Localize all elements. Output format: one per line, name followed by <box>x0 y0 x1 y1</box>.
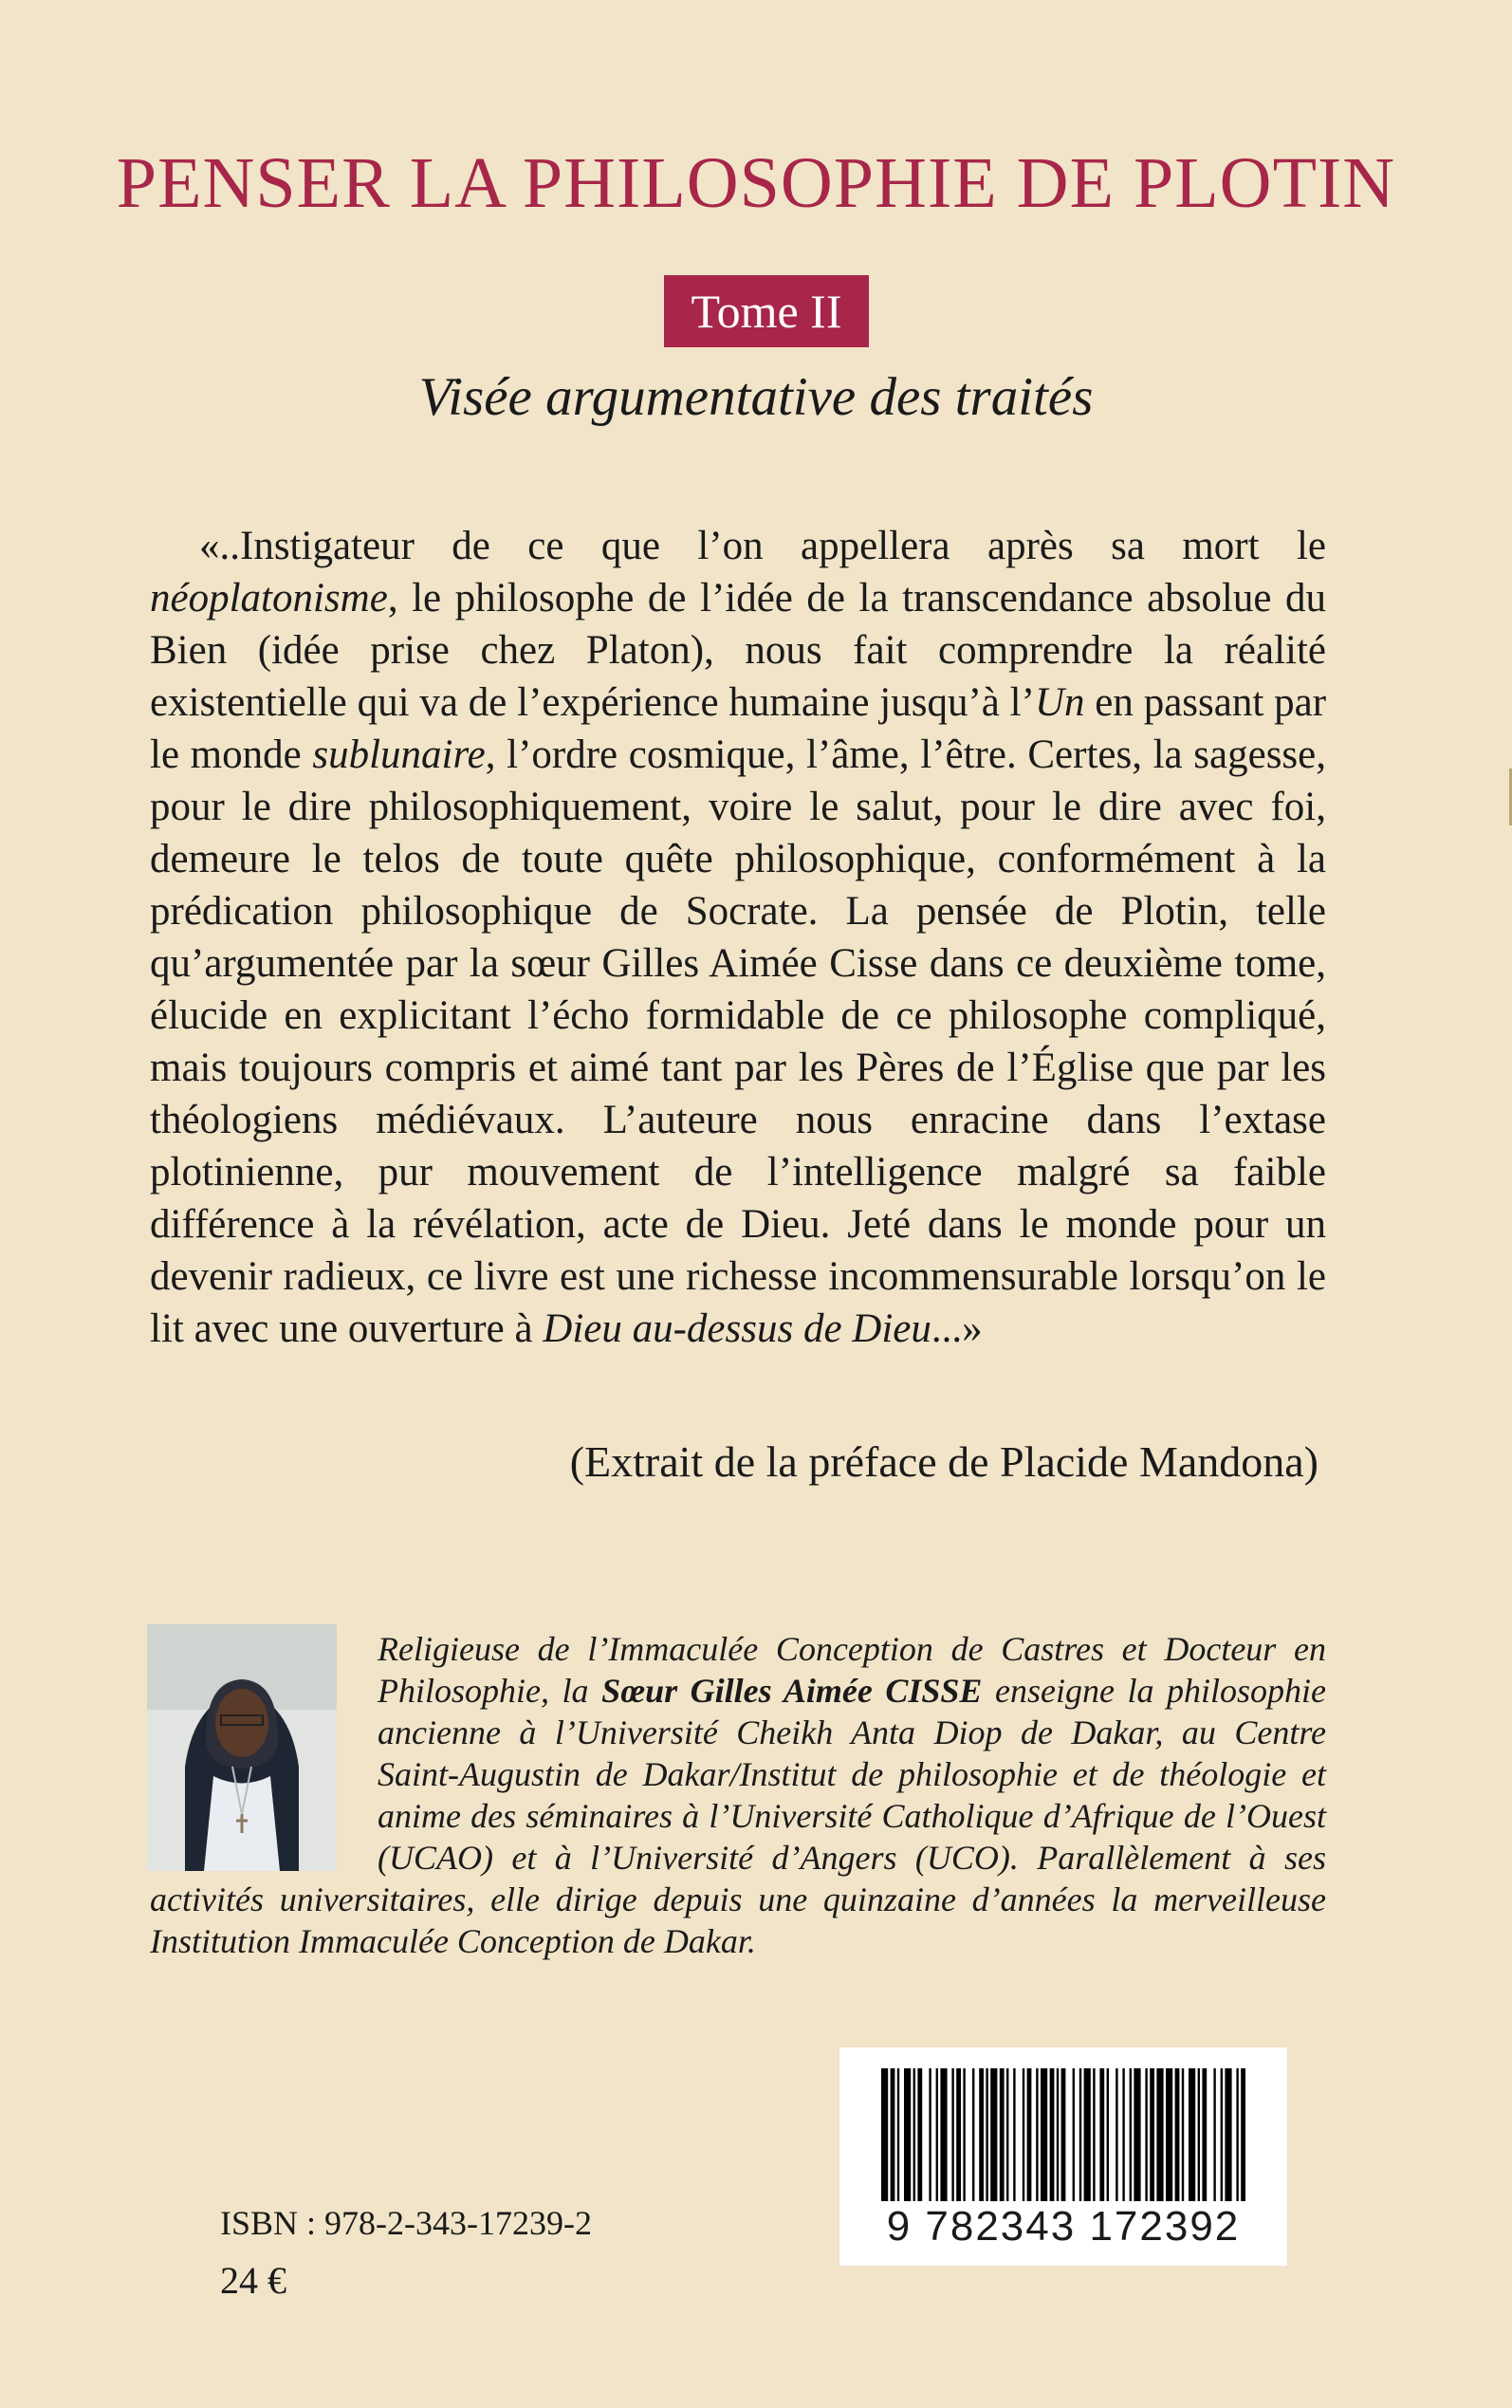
volume-label: Tome II <box>691 285 842 338</box>
barcode-bar <box>1189 2068 1195 2201</box>
barcode-bar <box>1099 2068 1104 2201</box>
emphasis-un: Un <box>1034 680 1085 725</box>
barcode-bar <box>1000 2068 1005 2201</box>
barcode-bar <box>979 2068 984 2201</box>
barcode-bar <box>1202 2068 1207 2201</box>
volume-badge <box>664 275 869 347</box>
book-subtitle: Visée argumentative des traités <box>418 367 1094 427</box>
barcode-bar <box>1057 2068 1059 2201</box>
preface-excerpt: «..Instigateur de ce que l’on appellera après sa mort le néoplatonisme, le philosophe de l’idée de la transcendance absolue du Bien (idée prise chez Platon), nous fait comprendre la réalité existentielle qui va de l’expérience humaine jusqu’à l’Un en passant par le monde sublunaire, l’ordre cosmique, l’âme, l’être. Certes, la sagesse, pour le dire philosophiquement, voire le salut, pour le dire avec foi, demeure le telos de toute quête philosophique, conformément à la prédication philosophique de Socrate. La pensée de Plotin, telle qu’argumentée par la sœur Gilles Aimée Cisse dans ce deuxième tome, élucide en explicitant l’écho formidable de ce philosophe compliqué, mais toujours compris et aimé tant par les Pères de l’Église que par les théologiens médiévaux. L’auteure nous enracine dans l’extase plotinienne, pur mouvement de l’intelligence malgré sa faible différence à la révélation, acte de Dieu. Jeté dans le monde pour un devenir radieux, ce livre est une richesse incommensurable lorsqu’on le lit avec une ouverture à Dieu au-dessus de Dieu...» <box>150 524 1327 1351</box>
barcode-bar <box>1006 2068 1008 2201</box>
author-biography: Religieuse de l’Immaculée Conception de Castres et Docteur en Philosophie, la Sœur Gilles Aimée CISSE enseigne la philosophie ancienne à l’Université Cheikh Anta Diop de Dakar, au Centre Saint-Augustin de Dakar/Institut de philosophie et de théologie et anime des séminaires à l’Université Catholique d’Afrique de l’Ouest (UCAO) et à l’Université d’Angers (UCO). Parallèlement à ses activités universitaires, elle dirige depuis une quinzaine d’années la merveilleuse Institution Immaculée Conception de Dakar. <box>150 1630 1326 1960</box>
preface-source: (Extrait de la préface de Placide Mandona) <box>569 1437 1318 1486</box>
barcode-bar <box>990 2068 997 2201</box>
barcode-bar <box>891 2068 895 2201</box>
barcode-bar <box>1027 2068 1032 2201</box>
barcode-bar <box>986 2068 987 2201</box>
barcode-bar <box>1050 2068 1055 2201</box>
emphasis-dieu: Dieu au-dessus de Dieu <box>543 1306 931 1351</box>
barcode-bar <box>1150 2068 1154 2201</box>
barcode-bar <box>1107 2068 1109 2201</box>
barcode-bar <box>1221 2068 1223 2201</box>
barcode-bar <box>1036 2068 1038 2201</box>
barcode-bar <box>1041 2068 1047 2201</box>
barcode-bar <box>936 2068 938 2201</box>
barcode-bar <box>1084 2068 1091 2201</box>
barcode-bar <box>1156 2068 1163 2201</box>
barcode <box>839 2047 1287 2266</box>
book-title: PENSER LA PHILOSOPHIE DE PLOTIN <box>116 143 1396 223</box>
barcode-bar <box>1079 2068 1081 2201</box>
barcode-bar <box>1236 2068 1238 2201</box>
barcode-bar <box>917 2068 922 2201</box>
barcode-bar <box>897 2068 899 2201</box>
emphasis-neoplatonisme: néoplatonisme <box>150 576 388 621</box>
barcode-digits: 9 782343 172392 <box>886 2203 1241 2250</box>
author-name: Sœur Gilles Aimée CISSE <box>601 1672 983 1710</box>
barcode-bar <box>929 2068 931 2201</box>
barcode-bar <box>1061 2068 1066 2201</box>
barcode-bar <box>1013 2068 1015 2201</box>
barcode-bar <box>940 2068 947 2201</box>
price: 24 € <box>220 2259 286 2302</box>
barcode-bar <box>1213 2068 1215 2201</box>
barcode-bar <box>1023 2068 1024 2201</box>
barcode-bar <box>1122 2068 1124 2201</box>
barcode-bar <box>956 2068 961 2201</box>
emphasis-sublunaire: sublunaire <box>312 732 486 777</box>
barcode-bar <box>951 2068 953 2201</box>
barcode-bar <box>1093 2068 1095 2201</box>
barcode-bar <box>1225 2068 1231 2201</box>
barcode-bar <box>1182 2068 1184 2201</box>
barcode-bar <box>1134 2068 1140 2201</box>
barcode-bar <box>963 2068 965 2201</box>
barcode-bar <box>881 2068 888 2201</box>
barcode-bar <box>1116 2068 1117 2201</box>
isbn: ISBN : 978-2-343-17239-2 <box>220 2204 592 2242</box>
barcode-bar <box>1073 2068 1075 2201</box>
barcode-bar <box>904 2068 911 2201</box>
barcode-bar <box>1145 2068 1147 2201</box>
barcode-bar <box>1175 2068 1180 2201</box>
barcode-bar <box>913 2068 915 2201</box>
barcode-bar <box>972 2068 974 2201</box>
barcode-bar <box>1198 2068 1200 2201</box>
barcode-bar <box>1130 2068 1132 2201</box>
barcode-bar <box>1166 2068 1172 2201</box>
barcode-bar <box>1241 2068 1245 2201</box>
